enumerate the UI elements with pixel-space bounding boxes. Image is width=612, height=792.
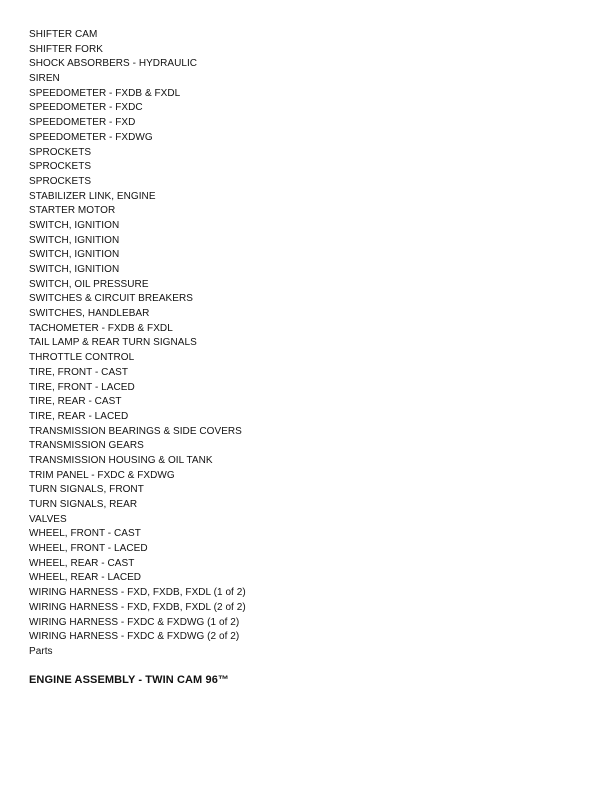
index-item[interactable]: SWITCH, IGNITION <box>29 219 120 231</box>
index-item[interactable]: TAIL LAMP & REAR TURN SIGNALS <box>29 337 197 349</box>
index-item[interactable]: STARTER MOTOR <box>29 205 116 217</box>
index-item[interactable]: WHEEL, FRONT - CAST <box>29 528 141 540</box>
index-item[interactable]: WIRING HARNESS - FXD, FXDB, FXDL (2 of 2) <box>29 601 246 613</box>
index-item[interactable]: WHEEL, REAR - LACED <box>29 572 142 584</box>
index-item[interactable]: SHIFTER FORK <box>29 43 103 55</box>
index-item[interactable]: TIRE, REAR - CAST <box>29 396 122 408</box>
index-item[interactable]: SWITCHES, HANDLEBAR <box>29 308 150 320</box>
parts-index-list <box>29 28 246 660</box>
index-item[interactable]: TACHOMETER - FXDB & FXDL <box>29 322 173 334</box>
index-item[interactable]: SPEEDOMETER - FXDWG <box>29 131 153 143</box>
index-item[interactable]: SWITCH, OIL PRESSURE <box>29 278 149 290</box>
index-item[interactable]: VALVES <box>29 513 67 525</box>
index-item[interactable]: SIREN <box>29 73 60 85</box>
index-item[interactable]: SPROCKETS <box>29 175 92 187</box>
index-item[interactable]: TIRE, REAR - LACED <box>29 410 129 422</box>
index-item[interactable]: SWITCH, IGNITION <box>29 234 120 246</box>
index-item[interactable]: SWITCH, IGNITION <box>29 249 120 261</box>
index-item-parts[interactable]: Parts <box>29 645 53 657</box>
index-item[interactable]: TIRE, FRONT - LACED <box>29 381 135 393</box>
index-item[interactable]: STABILIZER LINK, ENGINE <box>29 190 156 202</box>
index-item[interactable]: SPROCKETS <box>29 161 92 173</box>
index-item[interactable]: WHEEL, FRONT - LACED <box>29 543 148 555</box>
index-item[interactable]: WIRING HARNESS - FXDC & FXDWG (2 of 2) <box>29 631 240 643</box>
index-item[interactable]: SHIFTER CAM <box>29 29 98 40</box>
index-item[interactable]: SPROCKETS <box>29 146 92 158</box>
index-item[interactable]: SHOCK ABSORBERS - HYDRAULIC <box>29 58 198 70</box>
index-item[interactable]: WIRING HARNESS - FXD, FXDB, FXDL (1 of 2) <box>29 587 246 599</box>
index-item[interactable]: TRANSMISSION HOUSING & OIL TANK <box>29 454 213 466</box>
index-item[interactable]: SWITCH, IGNITION <box>29 264 120 275</box>
index-item[interactable]: TRIM PANEL - FXDC & FXDWG <box>29 469 175 481</box>
index-item[interactable]: TRANSMISSION GEARS <box>29 440 144 452</box>
index-item[interactable]: TRANSMISSION BEARINGS & SIDE COVERS <box>29 425 242 437</box>
index-item[interactable]: SWITCHES & CIRCUIT BREAKERS <box>29 293 193 305</box>
index-item[interactable]: SPEEDOMETER - FXD <box>29 117 136 129</box>
index-item[interactable]: TURN SIGNALS, FRONT <box>29 484 144 496</box>
index-item[interactable]: SPEEDOMETER - FXDC <box>29 102 143 114</box>
index-item[interactable]: THROTTLE CONTROL <box>29 352 135 364</box>
section-heading: ENGINE ASSEMBLY - TWIN CAM 96™ <box>29 674 230 686</box>
index-item[interactable]: WHEEL, REAR - CAST <box>29 557 135 569</box>
index-item[interactable]: TIRE, FRONT - CAST <box>29 366 129 378</box>
index-item[interactable]: TURN SIGNALS, REAR <box>29 499 138 510</box>
index-item[interactable]: SPEEDOMETER - FXDB & FXDL <box>29 87 181 99</box>
index-item[interactable]: WIRING HARNESS - FXDC & FXDWG (1 of 2) <box>29 616 240 628</box>
